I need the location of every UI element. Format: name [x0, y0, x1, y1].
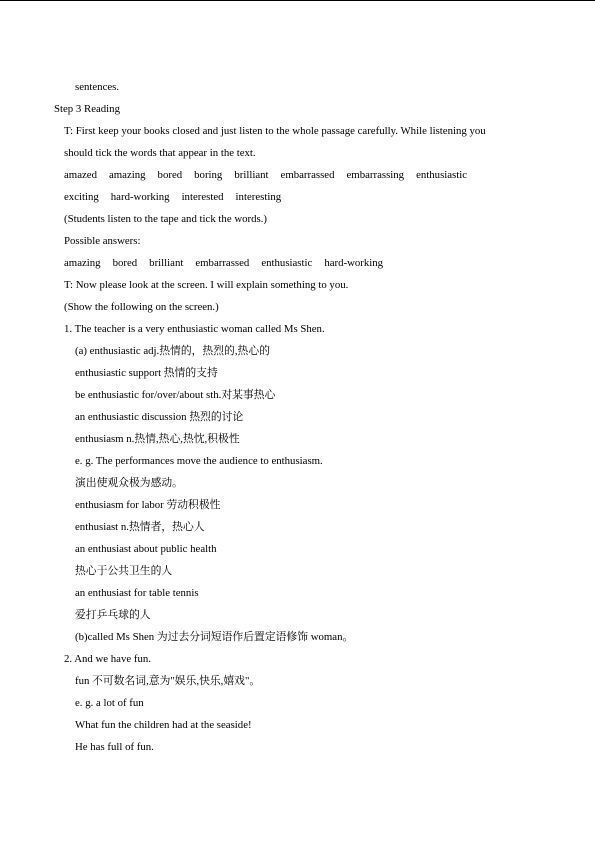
text-line: T: Now please look at the screen. I will explain something to you. — [64, 279, 349, 291]
text-line: fun 不可数名词,意为"娱乐,快乐,嬉戏"。 — [75, 675, 261, 687]
text-line: T: First keep your books closed and just listen to the whole passage carefully. While listening you — [64, 125, 486, 137]
numbered-item: 2. And we have fun. — [64, 653, 151, 665]
word-item: embarrassed — [195, 257, 250, 269]
text-line: 爱打乒乓球的人 — [75, 609, 151, 621]
word-item: amazing — [108, 169, 146, 181]
word-item: enthusiastic — [261, 257, 313, 269]
text-line: e. g. a lot of fun — [75, 697, 144, 709]
word-item: embarrassed — [280, 169, 335, 181]
word-item: enthusiastic — [416, 169, 468, 181]
word-item: hard-working — [324, 257, 384, 269]
top-border — [0, 0, 595, 1]
word-item: exciting — [64, 191, 99, 203]
text-line: What fun the children had at the seaside! — [75, 719, 252, 731]
word-item: boring — [194, 169, 223, 181]
text-line: (Show the following on the screen.) — [64, 301, 219, 313]
text-line: should tick the words that appear in the text. — [64, 147, 256, 159]
word-item: interesting — [235, 191, 282, 203]
section-heading: Step 3 Reading — [54, 103, 120, 115]
text-line: enthusiast n.热情者，热心人 — [75, 521, 205, 533]
text-line: enthusiasm for labor 劳动积极性 — [75, 499, 221, 511]
text-line: (b)called Ms Shen 为过去分词短语作后置定语修饰 woman。 — [75, 631, 354, 643]
text-line: He has full of fun. — [75, 741, 154, 753]
answer-word-row — [64, 256, 395, 270]
text-line: an enthusiast for table tennis — [75, 587, 199, 599]
text-line: (a) enthusiastic adj.热情的，热烈的,热心的 — [75, 345, 270, 357]
text-line: (Students listen to the tape and tick the words.) — [64, 213, 268, 225]
word-item: interested — [181, 191, 224, 203]
word-list-row — [64, 190, 293, 204]
text-line: Possible answers: — [64, 235, 141, 247]
text-line: an enthusiast about public health — [75, 543, 217, 555]
text-line: enthusiastic support 热情的支持 — [75, 367, 218, 379]
text-line: be enthusiastic for/over/about sth.对某事热心 — [75, 389, 276, 401]
text-line: e. g. The performances move the audience to enthusiasm. — [75, 455, 323, 467]
word-item: bored — [157, 169, 183, 181]
word-item: hard-working — [110, 191, 170, 203]
word-item: embarrassing — [346, 169, 405, 181]
text-line: sentences. — [75, 81, 120, 93]
word-item: amazing — [64, 257, 101, 269]
word-item: brilliant — [149, 257, 184, 269]
word-item: amazed — [64, 169, 97, 181]
word-list-row — [64, 168, 479, 182]
text-line: an enthusiastic discussion 热烈的讨论 — [75, 411, 244, 423]
numbered-item: 1. The teacher is a very enthusiastic woman called Ms Shen. — [64, 323, 325, 335]
text-line: 热心于公共卫生的人 — [75, 565, 173, 577]
word-item: brilliant — [234, 169, 269, 181]
text-line: 演出使观众极为感动。 — [75, 477, 183, 489]
word-item: bored — [112, 257, 138, 269]
text-line: enthusiasm n.热情,热心,热忱,积极性 — [75, 433, 240, 445]
